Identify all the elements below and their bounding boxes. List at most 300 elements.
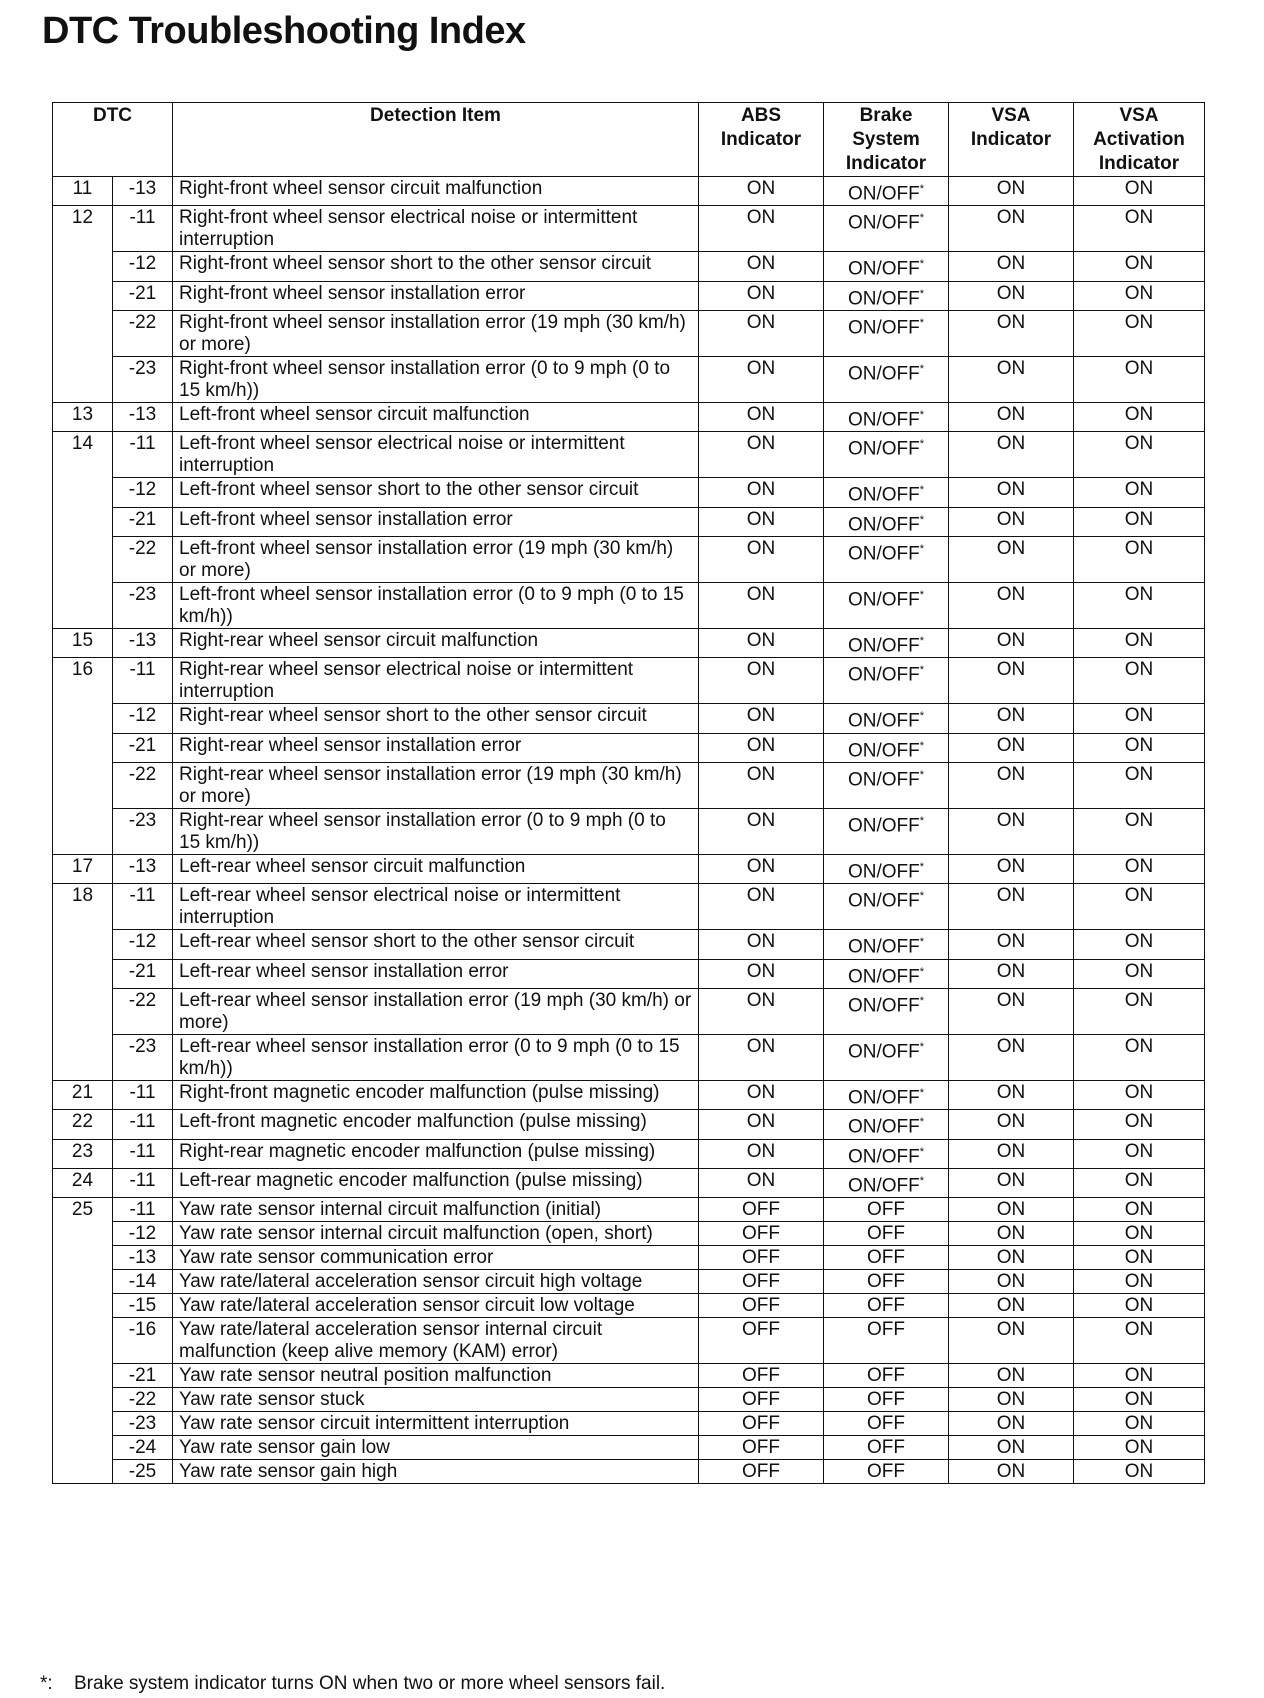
table-row (53, 206, 1205, 252)
brake-indicator-value: OFF (867, 1319, 905, 1341)
vsa-activation-indicator-cell: ON (1074, 854, 1205, 883)
table-row (53, 1034, 1205, 1080)
abs-indicator-cell: ON (699, 854, 824, 883)
detection-item-cell: Right-front wheel sensor installation error (0 to 9 mph (0 to 15 km/h)) (173, 356, 699, 402)
brake-indicator-cell (824, 402, 949, 431)
vsa-indicator-cell: ON (949, 704, 1074, 733)
brake-indicator-value: ON/OFF (847, 287, 920, 309)
brake-indicator-cell (824, 1080, 949, 1109)
dtc-code-cell: 25 (53, 1198, 113, 1484)
table-row (53, 1168, 1205, 1197)
vsa-activation-indicator-cell: ON (1074, 536, 1205, 582)
detection-item-cell: Left-front wheel sensor short to the other sensor circuit (173, 478, 699, 507)
dtc-subcode-cell: -22 (113, 762, 173, 808)
vsa-activation-indicator-cell: ON (1074, 1246, 1205, 1270)
table-row (53, 988, 1205, 1034)
footnote-star-marker: * (919, 860, 925, 873)
brake-indicator-value: OFF (867, 1365, 905, 1387)
dtc-subcode-cell: -22 (113, 988, 173, 1034)
brake-indicator-value: ON/OFF (847, 815, 920, 837)
dtc-code-cell: 21 (53, 1080, 113, 1109)
abs-indicator-cell: ON (699, 1110, 824, 1139)
footnote-star-marker: * (919, 1040, 925, 1053)
dtc-subcode-cell: -22 (113, 536, 173, 582)
brake-indicator-value: ON/OFF (847, 710, 920, 732)
footnote-star-marker: * (919, 634, 925, 647)
brake-indicator-value: ON/OFF (847, 438, 920, 460)
vsa-activation-indicator-cell: ON (1074, 1388, 1205, 1412)
abs-indicator-cell: ON (699, 402, 824, 431)
vsa-activation-indicator-cell: ON (1074, 1080, 1205, 1109)
brake-indicator-value: OFF (867, 1461, 905, 1483)
vsa-activation-indicator-cell: ON (1074, 959, 1205, 988)
dtc-subcode-cell: -21 (113, 1364, 173, 1388)
brake-indicator-value: OFF (867, 1199, 905, 1221)
detection-item-cell: Right-rear magnetic encoder malfunction (pulse missing) (173, 1139, 699, 1168)
dtc-subcode-cell: -21 (113, 959, 173, 988)
dtc-code-cell: 24 (53, 1168, 113, 1197)
vsa-activation-indicator-cell: ON (1074, 733, 1205, 762)
brake-indicator-value: ON/OFF (847, 212, 920, 234)
footnote-star-marker: * (919, 739, 925, 752)
brake-indicator-value: OFF (867, 1295, 905, 1317)
brake-indicator-cell (824, 930, 949, 959)
dtc-subcode-cell: -21 (113, 733, 173, 762)
vsa-indicator-cell: ON (949, 582, 1074, 628)
abs-indicator-cell: ON (699, 507, 824, 536)
table-row (53, 733, 1205, 762)
vsa-activation-indicator-cell: ON (1074, 1270, 1205, 1294)
vsa-activation-indicator-cell: ON (1074, 1318, 1205, 1364)
table-row (53, 1270, 1205, 1294)
dtc-subcode-cell: -23 (113, 1412, 173, 1436)
vsa-activation-indicator-cell: ON (1074, 582, 1205, 628)
detection-item-cell: Left-rear wheel sensor installation error (173, 959, 699, 988)
dtc-subcode-cell: -23 (113, 1034, 173, 1080)
vsa-indicator-cell: ON (949, 762, 1074, 808)
abs-indicator-cell: ON (699, 281, 824, 310)
detection-item-cell: Left-front wheel sensor electrical noise or intermittent interruption (173, 432, 699, 478)
footnote-star-marker: * (919, 936, 925, 949)
vsa-activation-indicator-cell: ON (1074, 704, 1205, 733)
footnote-star-marker: * (919, 965, 925, 978)
dtc-code-cell: 18 (53, 884, 113, 1081)
dtc-subcode-cell: -11 (113, 1080, 173, 1109)
abs-indicator-cell: OFF (699, 1460, 824, 1484)
footnote-star-marker: * (919, 664, 925, 677)
dtc-code-cell: 23 (53, 1139, 113, 1168)
brake-indicator-value: ON/OFF (847, 1145, 920, 1167)
abs-indicator-cell: ON (699, 762, 824, 808)
brake-indicator-value: OFF (867, 1223, 905, 1245)
vsa-activation-indicator-cell: ON (1074, 658, 1205, 704)
brake-indicator-value: ON/OFF (847, 543, 920, 565)
vsa-indicator-cell: ON (949, 1080, 1074, 1109)
vsa-activation-indicator-cell: ON (1074, 884, 1205, 930)
abs-indicator-cell: ON (699, 536, 824, 582)
table-row (53, 959, 1205, 988)
brake-indicator-cell (824, 884, 949, 930)
dtc-code-cell: 11 (53, 177, 113, 206)
brake-indicator-cell (824, 658, 949, 704)
vsa-indicator-cell: ON (949, 432, 1074, 478)
dtc-subcode-cell: -11 (113, 884, 173, 930)
brake-indicator-cell (824, 1388, 949, 1412)
table-row (53, 281, 1205, 310)
brake-indicator-cell (824, 206, 949, 252)
vsa-indicator-cell: ON (949, 1364, 1074, 1388)
detection-item-cell: Right-front wheel sensor electrical noise or intermittent interruption (173, 206, 699, 252)
dtc-subcode-cell: -11 (113, 658, 173, 704)
abs-indicator-cell: ON (699, 252, 824, 281)
detection-item-cell: Left-rear wheel sensor short to the other sensor circuit (173, 930, 699, 959)
brake-indicator-cell (824, 959, 949, 988)
table-row (53, 252, 1205, 281)
footnote-star-marker: * (919, 710, 925, 723)
abs-indicator-cell: OFF (699, 1436, 824, 1460)
header-abs-indicator: ABS Indicator (699, 103, 824, 177)
detection-item-cell: Right-rear wheel sensor circuit malfunction (173, 628, 699, 657)
header-detection-item: Detection Item (173, 103, 699, 177)
abs-indicator-cell: ON (699, 959, 824, 988)
brake-indicator-cell (824, 177, 949, 206)
vsa-indicator-cell: ON (949, 536, 1074, 582)
dtc-table (52, 102, 1205, 1484)
dtc-subcode-cell: -23 (113, 582, 173, 628)
dtc-subcode-cell: -25 (113, 1460, 173, 1484)
table-row (53, 478, 1205, 507)
brake-indicator-cell (824, 582, 949, 628)
table-row (53, 177, 1205, 206)
footnote (40, 1673, 665, 1695)
page-title: DTC Troubleshooting Index (42, 10, 526, 52)
vsa-activation-indicator-cell: ON (1074, 432, 1205, 478)
vsa-activation-indicator-cell: ON (1074, 356, 1205, 402)
detection-item-cell: Yaw rate sensor gain low (173, 1436, 699, 1460)
brake-indicator-cell (824, 1139, 949, 1168)
brake-indicator-value: ON/OFF (847, 635, 920, 657)
detection-item-cell: Right-rear wheel sensor installation error (19 mph (30 km/h) or more) (173, 762, 699, 808)
vsa-indicator-cell: ON (949, 507, 1074, 536)
table-row (53, 1246, 1205, 1270)
abs-indicator-cell: OFF (699, 1222, 824, 1246)
dtc-subcode-cell: -15 (113, 1294, 173, 1318)
table-row (53, 507, 1205, 536)
footnote-star-marker: * (919, 890, 925, 903)
brake-indicator-value: ON/OFF (847, 1175, 920, 1197)
brake-indicator-cell (824, 1168, 949, 1197)
vsa-activation-indicator-cell: ON (1074, 1034, 1205, 1080)
table-row (53, 1294, 1205, 1318)
header-vsa-indicator: VSA Indicator (949, 103, 1074, 177)
brake-indicator-cell (824, 808, 949, 854)
table-row (53, 536, 1205, 582)
abs-indicator-cell: ON (699, 808, 824, 854)
vsa-indicator-cell: ON (949, 177, 1074, 206)
vsa-indicator-cell: ON (949, 1318, 1074, 1364)
detection-item-cell: Left-front wheel sensor installation error (0 to 9 mph (0 to 15 km/h)) (173, 582, 699, 628)
vsa-indicator-cell: ON (949, 1110, 1074, 1139)
brake-indicator-value: OFF (867, 1247, 905, 1269)
brake-indicator-value: ON/OFF (847, 258, 920, 280)
detection-item-cell: Yaw rate/lateral acceleration sensor circuit low voltage (173, 1294, 699, 1318)
header-dtc: DTC (53, 103, 173, 177)
dtc-subcode-cell: -11 (113, 432, 173, 478)
footnote-star-marker: * (919, 1174, 925, 1187)
brake-indicator-value: ON/OFF (847, 936, 920, 958)
brake-indicator-value: ON/OFF (847, 183, 920, 205)
vsa-indicator-cell: ON (949, 1246, 1074, 1270)
vsa-indicator-cell: ON (949, 959, 1074, 988)
dtc-subcode-cell: -13 (113, 1246, 173, 1270)
brake-indicator-cell (824, 1460, 949, 1484)
table-row (53, 930, 1205, 959)
vsa-indicator-cell: ON (949, 1388, 1074, 1412)
footnote-star-marker: * (919, 588, 925, 601)
brake-indicator-value: ON/OFF (847, 739, 920, 761)
table-row (53, 432, 1205, 478)
brake-indicator-value: ON/OFF (847, 1087, 920, 1109)
header-brake-system-indicator: Brake System Indicator (824, 103, 949, 177)
dtc-subcode-cell: -12 (113, 252, 173, 281)
brake-indicator-cell (824, 854, 949, 883)
vsa-activation-indicator-cell: ON (1074, 281, 1205, 310)
footnote-star-marker: * (919, 1116, 925, 1129)
abs-indicator-cell: OFF (699, 1294, 824, 1318)
detection-item-cell: Yaw rate sensor gain high (173, 1460, 699, 1484)
table-row (53, 1318, 1205, 1364)
brake-indicator-cell (824, 1034, 949, 1080)
brake-indicator-cell (824, 1198, 949, 1222)
vsa-indicator-cell: ON (949, 252, 1074, 281)
brake-indicator-cell (824, 252, 949, 281)
detection-item-cell: Yaw rate/lateral acceleration sensor internal circuit malfunction (keep alive memory (KAM) error) (173, 1318, 699, 1364)
vsa-indicator-cell: ON (949, 206, 1074, 252)
abs-indicator-cell: ON (699, 432, 824, 478)
detection-item-cell: Right-rear wheel sensor installation error (0 to 9 mph (0 to 15 km/h)) (173, 808, 699, 854)
vsa-indicator-cell: ON (949, 988, 1074, 1034)
vsa-activation-indicator-cell: ON (1074, 628, 1205, 657)
brake-indicator-cell (824, 704, 949, 733)
abs-indicator-cell: ON (699, 1080, 824, 1109)
vsa-activation-indicator-cell: ON (1074, 1110, 1205, 1139)
brake-indicator-cell (824, 1436, 949, 1460)
footnote-star-marker: * (919, 1086, 925, 1099)
vsa-indicator-cell: ON (949, 1270, 1074, 1294)
brake-indicator-cell (824, 536, 949, 582)
abs-indicator-cell: ON (699, 884, 824, 930)
dtc-code-cell: 12 (53, 206, 113, 403)
dtc-subcode-cell: -21 (113, 507, 173, 536)
brake-indicator-value: ON/OFF (847, 861, 920, 883)
dtc-code-cell: 16 (53, 658, 113, 855)
detection-item-cell: Yaw rate sensor internal circuit malfunction (initial) (173, 1198, 699, 1222)
footnote-star-marker: * (919, 994, 925, 1007)
dtc-subcode-cell: -22 (113, 310, 173, 356)
vsa-indicator-cell: ON (949, 1139, 1074, 1168)
footnote-star-marker: * (919, 212, 925, 225)
brake-indicator-cell (824, 432, 949, 478)
brake-indicator-value: OFF (867, 1389, 905, 1411)
dtc-subcode-cell: -23 (113, 356, 173, 402)
brake-indicator-value: ON/OFF (847, 1041, 920, 1063)
brake-indicator-value: ON/OFF (847, 513, 920, 535)
detection-item-cell: Yaw rate sensor internal circuit malfunction (open, short) (173, 1222, 699, 1246)
dtc-subcode-cell: -11 (113, 1168, 173, 1197)
table-row (53, 402, 1205, 431)
brake-indicator-value: ON/OFF (847, 664, 920, 686)
dtc-subcode-cell: -12 (113, 930, 173, 959)
vsa-indicator-cell: ON (949, 854, 1074, 883)
detection-item-cell: Left-rear wheel sensor circuit malfunction (173, 854, 699, 883)
table-row (53, 582, 1205, 628)
vsa-activation-indicator-cell: ON (1074, 1294, 1205, 1318)
dtc-code-cell: 14 (53, 432, 113, 629)
abs-indicator-cell: ON (699, 478, 824, 507)
vsa-indicator-cell: ON (949, 1460, 1074, 1484)
vsa-activation-indicator-cell: ON (1074, 1168, 1205, 1197)
abs-indicator-cell: OFF (699, 1270, 824, 1294)
table-row (53, 356, 1205, 402)
vsa-indicator-cell: ON (949, 930, 1074, 959)
dtc-subcode-cell: -12 (113, 704, 173, 733)
dtc-code-cell: 15 (53, 628, 113, 657)
abs-indicator-cell: ON (699, 1139, 824, 1168)
brake-indicator-value: ON/OFF (847, 484, 920, 506)
vsa-activation-indicator-cell: ON (1074, 1139, 1205, 1168)
table-row (53, 1412, 1205, 1436)
abs-indicator-cell: OFF (699, 1412, 824, 1436)
abs-indicator-cell: OFF (699, 1388, 824, 1412)
dtc-code-cell: 22 (53, 1110, 113, 1139)
brake-indicator-cell (824, 762, 949, 808)
footnote-star-marker: * (919, 316, 925, 329)
vsa-activation-indicator-cell: ON (1074, 1460, 1205, 1484)
brake-indicator-value: ON/OFF (847, 995, 920, 1017)
brake-indicator-cell (824, 1294, 949, 1318)
table-row (53, 854, 1205, 883)
brake-indicator-cell (824, 1246, 949, 1270)
abs-indicator-cell: ON (699, 177, 824, 206)
brake-indicator-cell (824, 1318, 949, 1364)
dtc-subcode-cell: -12 (113, 1222, 173, 1246)
detection-item-cell: Left-rear wheel sensor installation error (0 to 9 mph (0 to 15 km/h)) (173, 1034, 699, 1080)
brake-indicator-value: OFF (867, 1413, 905, 1435)
footnote-mark: *: (40, 1673, 53, 1694)
vsa-indicator-cell: ON (949, 808, 1074, 854)
vsa-activation-indicator-cell: ON (1074, 206, 1205, 252)
vsa-activation-indicator-cell: ON (1074, 762, 1205, 808)
detection-item-cell: Right-rear wheel sensor installation error (173, 733, 699, 762)
brake-indicator-value: ON/OFF (847, 890, 920, 912)
footnote-star-marker: * (919, 484, 925, 497)
dtc-code-cell: 17 (53, 854, 113, 883)
abs-indicator-cell: ON (699, 582, 824, 628)
vsa-indicator-cell: ON (949, 310, 1074, 356)
vsa-indicator-cell: ON (949, 1412, 1074, 1436)
abs-indicator-cell: ON (699, 206, 824, 252)
brake-indicator-cell (824, 1222, 949, 1246)
table-row (53, 310, 1205, 356)
detection-item-cell: Right-front wheel sensor installation error (19 mph (30 km/h) or more) (173, 310, 699, 356)
vsa-indicator-cell: ON (949, 1294, 1074, 1318)
brake-indicator-cell (824, 733, 949, 762)
brake-indicator-value: ON/OFF (847, 363, 920, 385)
detection-item-cell: Right-front magnetic encoder malfunction (pulse missing) (173, 1080, 699, 1109)
detection-item-cell: Right-rear wheel sensor short to the other sensor circuit (173, 704, 699, 733)
brake-indicator-cell (824, 628, 949, 657)
vsa-activation-indicator-cell: ON (1074, 988, 1205, 1034)
vsa-activation-indicator-cell: ON (1074, 478, 1205, 507)
brake-indicator-value: OFF (867, 1271, 905, 1293)
detection-item-cell: Right-front wheel sensor circuit malfunction (173, 177, 699, 206)
detection-item-cell: Right-front wheel sensor short to the other sensor circuit (173, 252, 699, 281)
table-row (53, 628, 1205, 657)
abs-indicator-cell: ON (699, 930, 824, 959)
table-row (53, 1110, 1205, 1139)
abs-indicator-cell: ON (699, 733, 824, 762)
table-row (53, 1222, 1205, 1246)
detection-item-cell: Right-front wheel sensor installation error (173, 281, 699, 310)
dtc-subcode-cell: -12 (113, 478, 173, 507)
vsa-indicator-cell: ON (949, 1222, 1074, 1246)
abs-indicator-cell: ON (699, 310, 824, 356)
vsa-activation-indicator-cell: ON (1074, 1198, 1205, 1222)
vsa-indicator-cell: ON (949, 1198, 1074, 1222)
detection-item-cell: Yaw rate sensor circuit intermittent interruption (173, 1412, 699, 1436)
footnote-star-marker: * (919, 1145, 925, 1158)
vsa-activation-indicator-cell: ON (1074, 808, 1205, 854)
table-row (53, 704, 1205, 733)
abs-indicator-cell: ON (699, 1168, 824, 1197)
vsa-activation-indicator-cell: ON (1074, 1364, 1205, 1388)
detection-item-cell: Yaw rate/lateral acceleration sensor circuit high voltage (173, 1270, 699, 1294)
brake-indicator-value: ON/OFF (847, 965, 920, 987)
table-row (53, 762, 1205, 808)
dtc-subcode-cell: -11 (113, 1110, 173, 1139)
vsa-indicator-cell: ON (949, 628, 1074, 657)
footnote-star-marker: * (919, 258, 925, 271)
brake-indicator-cell (824, 356, 949, 402)
brake-indicator-cell (824, 281, 949, 310)
dtc-subcode-cell: -13 (113, 177, 173, 206)
footnote-star-marker: * (919, 362, 925, 375)
dtc-subcode-cell: -14 (113, 1270, 173, 1294)
abs-indicator-cell: OFF (699, 1364, 824, 1388)
vsa-indicator-cell: ON (949, 478, 1074, 507)
footnote-star-marker: * (919, 408, 925, 421)
abs-indicator-cell: ON (699, 704, 824, 733)
dtc-subcode-cell: -21 (113, 281, 173, 310)
vsa-activation-indicator-cell: ON (1074, 1436, 1205, 1460)
table-row (53, 1139, 1205, 1168)
brake-indicator-cell (824, 988, 949, 1034)
vsa-indicator-cell: ON (949, 1034, 1074, 1080)
brake-indicator-value: ON/OFF (847, 1116, 920, 1138)
vsa-indicator-cell: ON (949, 356, 1074, 402)
dtc-subcode-cell: -13 (113, 628, 173, 657)
vsa-indicator-cell: ON (949, 1436, 1074, 1460)
vsa-activation-indicator-cell: ON (1074, 930, 1205, 959)
detection-item-cell: Yaw rate sensor neutral position malfunction (173, 1364, 699, 1388)
table-row (53, 884, 1205, 930)
footnote-star-marker: * (919, 287, 925, 300)
table-body (53, 177, 1205, 1484)
footnote-star-marker: * (919, 814, 925, 827)
vsa-indicator-cell: ON (949, 884, 1074, 930)
abs-indicator-cell: ON (699, 1034, 824, 1080)
vsa-activation-indicator-cell: ON (1074, 507, 1205, 536)
